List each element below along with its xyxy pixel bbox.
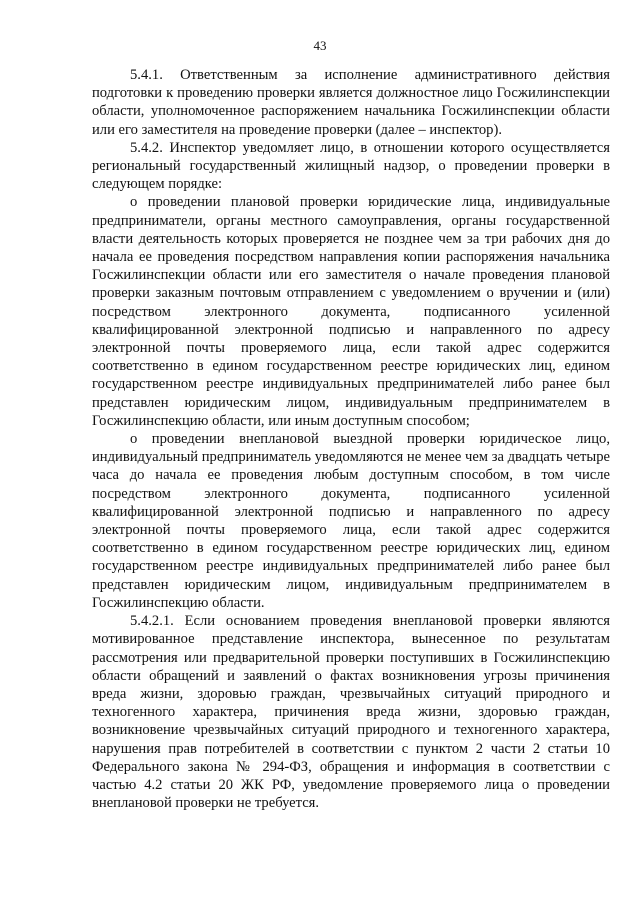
paragraph-planned-inspection: о проведении плановой проверки юридические лица, индивидуальные предприниматели, органы местного самоуправления, органы государственной власти деятельность которых проверяется не позднее чем за три рабочих дня до начала ее проведения посредством направления копии распоряжения начальника Госжилинспекции области или его заместителя о начале проведения плановой проверки заказным почтовым отправлением с уведомлением о вручении и (или) посредством электронного документа, подписанного усиленной квалифицированной электронной подписью и направленного по адресу электронной почты проверяемого лица, если такой адрес содержится соответственно в едином государственном реестре юридических лиц, едином государственном реестре индивидуальных предпринимателей либо ранее был представлен юридическим лицом, индивидуальным предпринимателем в Госжилинспекцию области, или иным доступным способом; <box>92 194 610 429</box>
paragraph-unplanned-inspection: о проведении внеплановой выездной проверки юридическое лицо, индивидуальный предприниматель уведомляются не менее чем за двадцать четыре часа до начала ее проведения любым доступным способом, в том числе посредством электронного документа, подписанного усиленной квалифицированной электронной подписью и направленного по адресу электронной почты проверяемого лица, если такой адрес содержится соответственно в едином государственном реестре юридических лиц, едином государственном реестре индивидуальных предпринимателей либо ранее был представлен юридическим лицом, индивидуальным предпринимателем в Госжилинспекцию области. <box>92 431 610 611</box>
document-body <box>92 66 610 812</box>
page-number: 43 <box>313 38 327 53</box>
paragraph-5-4-1: 5.4.1. Ответственным за исполнение административного действия подготовки к проведению проверки является должностное лицо Госжилинспекции области, уполномоченное распоряжением начальника Госжилинспекции области или его заместителя на проведение проверки (далее – инспектор). <box>92 67 610 138</box>
paragraph-5-4-2: 5.4.2. Инспектор уведомляет лицо, в отношении которого осуществляется региональный государственный жилищный надзор, о проведении проверки в следующем порядке: <box>92 139 610 193</box>
paragraph-5-4-2-1: 5.4.2.1. Если основанием проведения внеплановой проверки являются мотивированное представление инспектора, вынесенное по результатам рассмотрения или предварительной проверки поступивших в Госжилинспекцию области обращений и заявлений о фактах возникновения угрозы причинения вреда жизни, здоровью граждан, чрезвычайных ситуаций природного и техногенного характера, причинения вреда жизни, здоровью граждан, возникновение чрезвычайных ситуаций природного и техногенного характера, нарушения прав потребителей в соответствии с пунктом 2 части 2 статьи 10 Федерального закона № 294-ФЗ, обращения и информация в соответствии с частью 4.2 статьи 20 ЖК РФ, уведомление проверяемого лица о проведении внеплановой проверки не требуется. <box>92 613 610 812</box>
